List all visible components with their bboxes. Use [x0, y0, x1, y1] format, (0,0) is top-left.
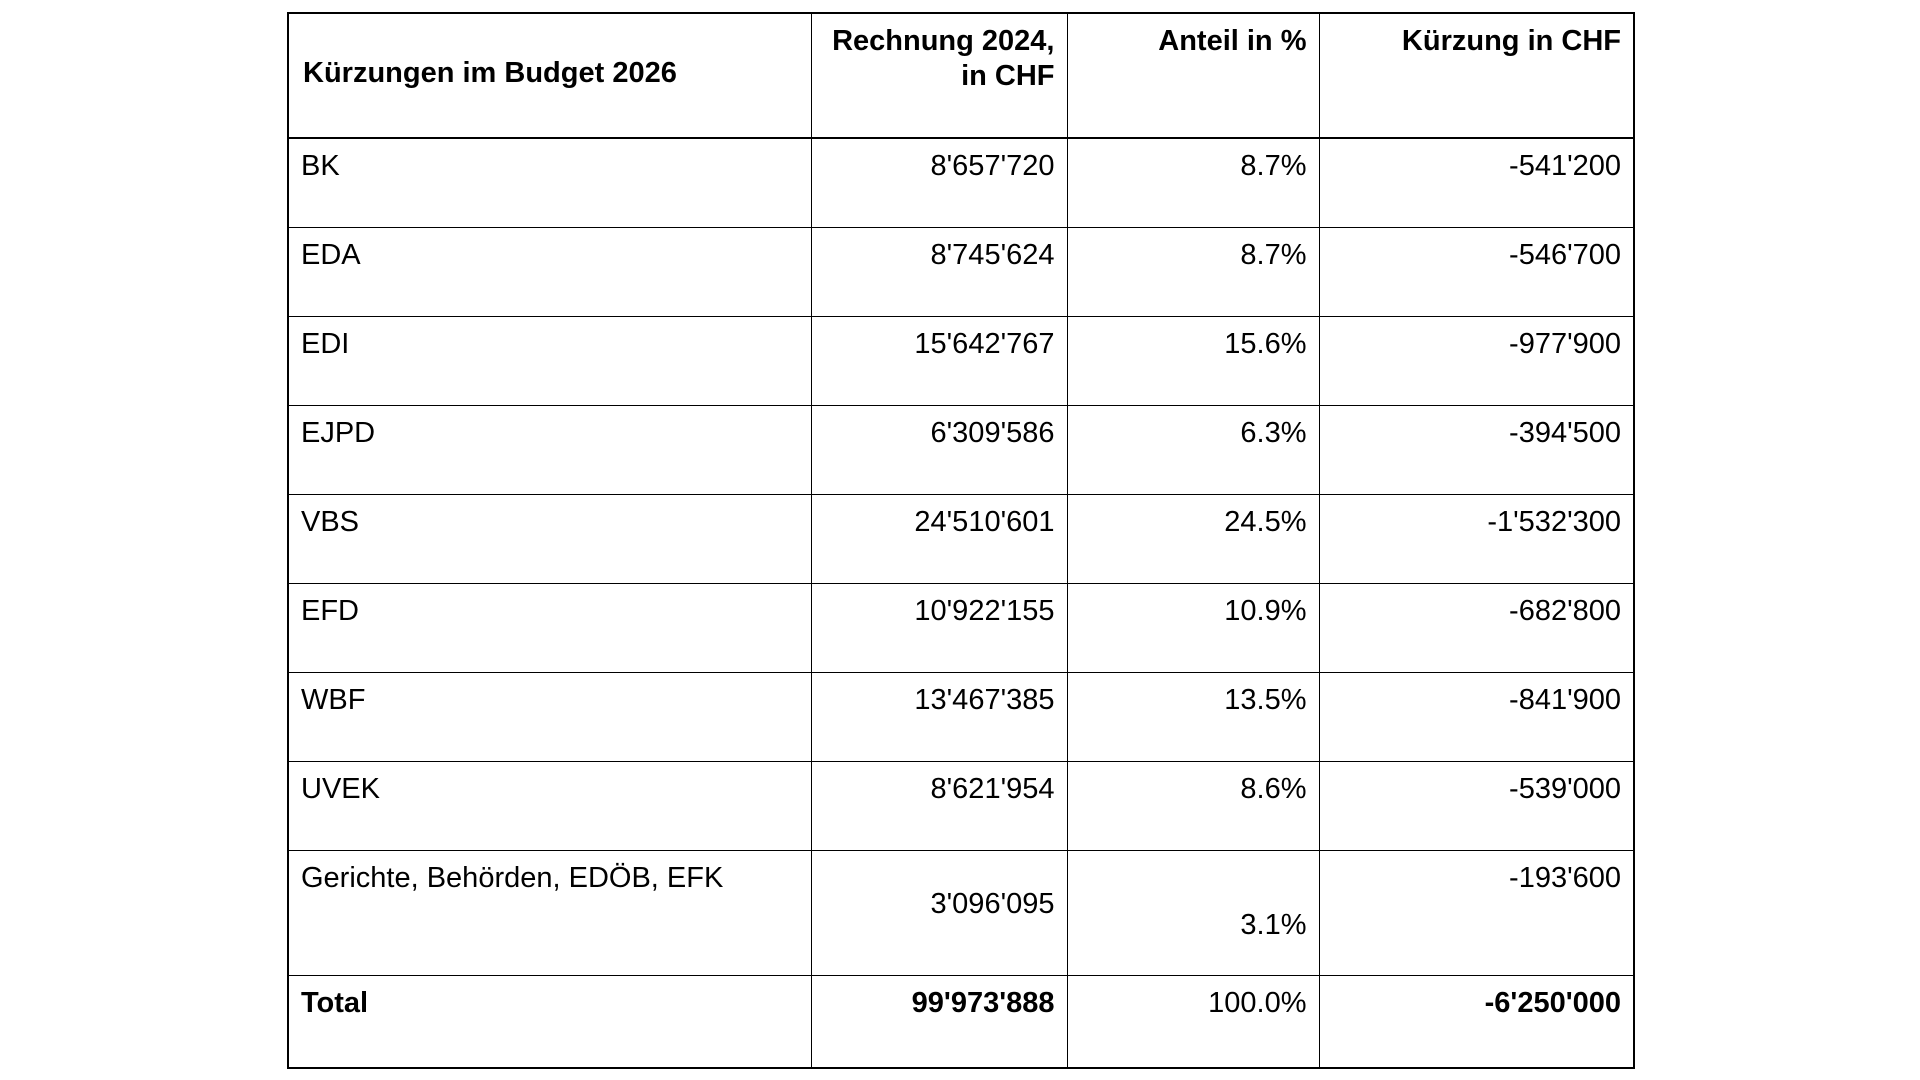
rechnung-value: 15'642'767: [811, 316, 1067, 405]
rechnung-value: 8'657'720: [811, 138, 1067, 227]
anteil-value: 24.5%: [1067, 494, 1319, 583]
rechnung-value: 8'745'624: [811, 227, 1067, 316]
total-label: Total: [288, 975, 811, 1068]
kuerzung-value: -546'700: [1319, 227, 1634, 316]
department-label: EFD: [288, 583, 811, 672]
anteil-value: 8.7%: [1067, 138, 1319, 227]
column-header-kuerzung: Kürzung in CHF: [1319, 13, 1634, 138]
table-header-row: [288, 13, 1634, 138]
department-label: VBS: [288, 494, 811, 583]
kuerzung-value: -682'800: [1319, 583, 1634, 672]
kuerzung-value: -394'500: [1319, 405, 1634, 494]
column-header-anteil: Anteil in %: [1067, 13, 1319, 138]
rechnung-value: 10'922'155: [811, 583, 1067, 672]
column-header-rechnung: Rechnung 2024, in CHF: [811, 13, 1067, 138]
total-rechnung-value: 99'973'888: [811, 975, 1067, 1068]
table-row: [288, 761, 1634, 850]
table-row: [288, 850, 1634, 975]
anteil-value: 8.7%: [1067, 227, 1319, 316]
anteil-value: 3.1%: [1067, 850, 1319, 975]
kuerzung-value: -841'900: [1319, 672, 1634, 761]
table-row: [288, 227, 1634, 316]
total-kuerzung-value: -6'250'000: [1319, 975, 1634, 1068]
table-total-row: [288, 975, 1634, 1068]
department-label: UVEK: [288, 761, 811, 850]
table-row: [288, 316, 1634, 405]
anteil-value: 13.5%: [1067, 672, 1319, 761]
kuerzung-value: -1'532'300: [1319, 494, 1634, 583]
anteil-value: 10.9%: [1067, 583, 1319, 672]
table-row: [288, 138, 1634, 227]
rechnung-value: 6'309'586: [811, 405, 1067, 494]
rechnung-value: 8'621'954: [811, 761, 1067, 850]
kuerzung-value: -541'200: [1319, 138, 1634, 227]
rechnung-value: 13'467'385: [811, 672, 1067, 761]
table-title: Kürzungen im Budget 2026: [288, 13, 811, 138]
table-row: [288, 672, 1634, 761]
department-label: EJPD: [288, 405, 811, 494]
table-row: [288, 494, 1634, 583]
rechnung-value: 24'510'601: [811, 494, 1067, 583]
department-label: WBF: [288, 672, 811, 761]
total-anteil-value: 100.0%: [1067, 975, 1319, 1068]
anteil-value: 15.6%: [1067, 316, 1319, 405]
kuerzung-value: -977'900: [1319, 316, 1634, 405]
anteil-value: 8.6%: [1067, 761, 1319, 850]
rechnung-value: 3'096'095: [811, 850, 1067, 975]
department-label: EDI: [288, 316, 811, 405]
kuerzung-value: -193'600: [1319, 850, 1634, 975]
anteil-value: 6.3%: [1067, 405, 1319, 494]
department-label: EDA: [288, 227, 811, 316]
kuerzung-value: -539'000: [1319, 761, 1634, 850]
table-row: [288, 583, 1634, 672]
department-label: BK: [288, 138, 811, 227]
department-label: Gerichte, Behörden, EDÖB, EFK: [288, 850, 811, 975]
budget-cuts-table: [287, 12, 1635, 1069]
table-row: [288, 405, 1634, 494]
